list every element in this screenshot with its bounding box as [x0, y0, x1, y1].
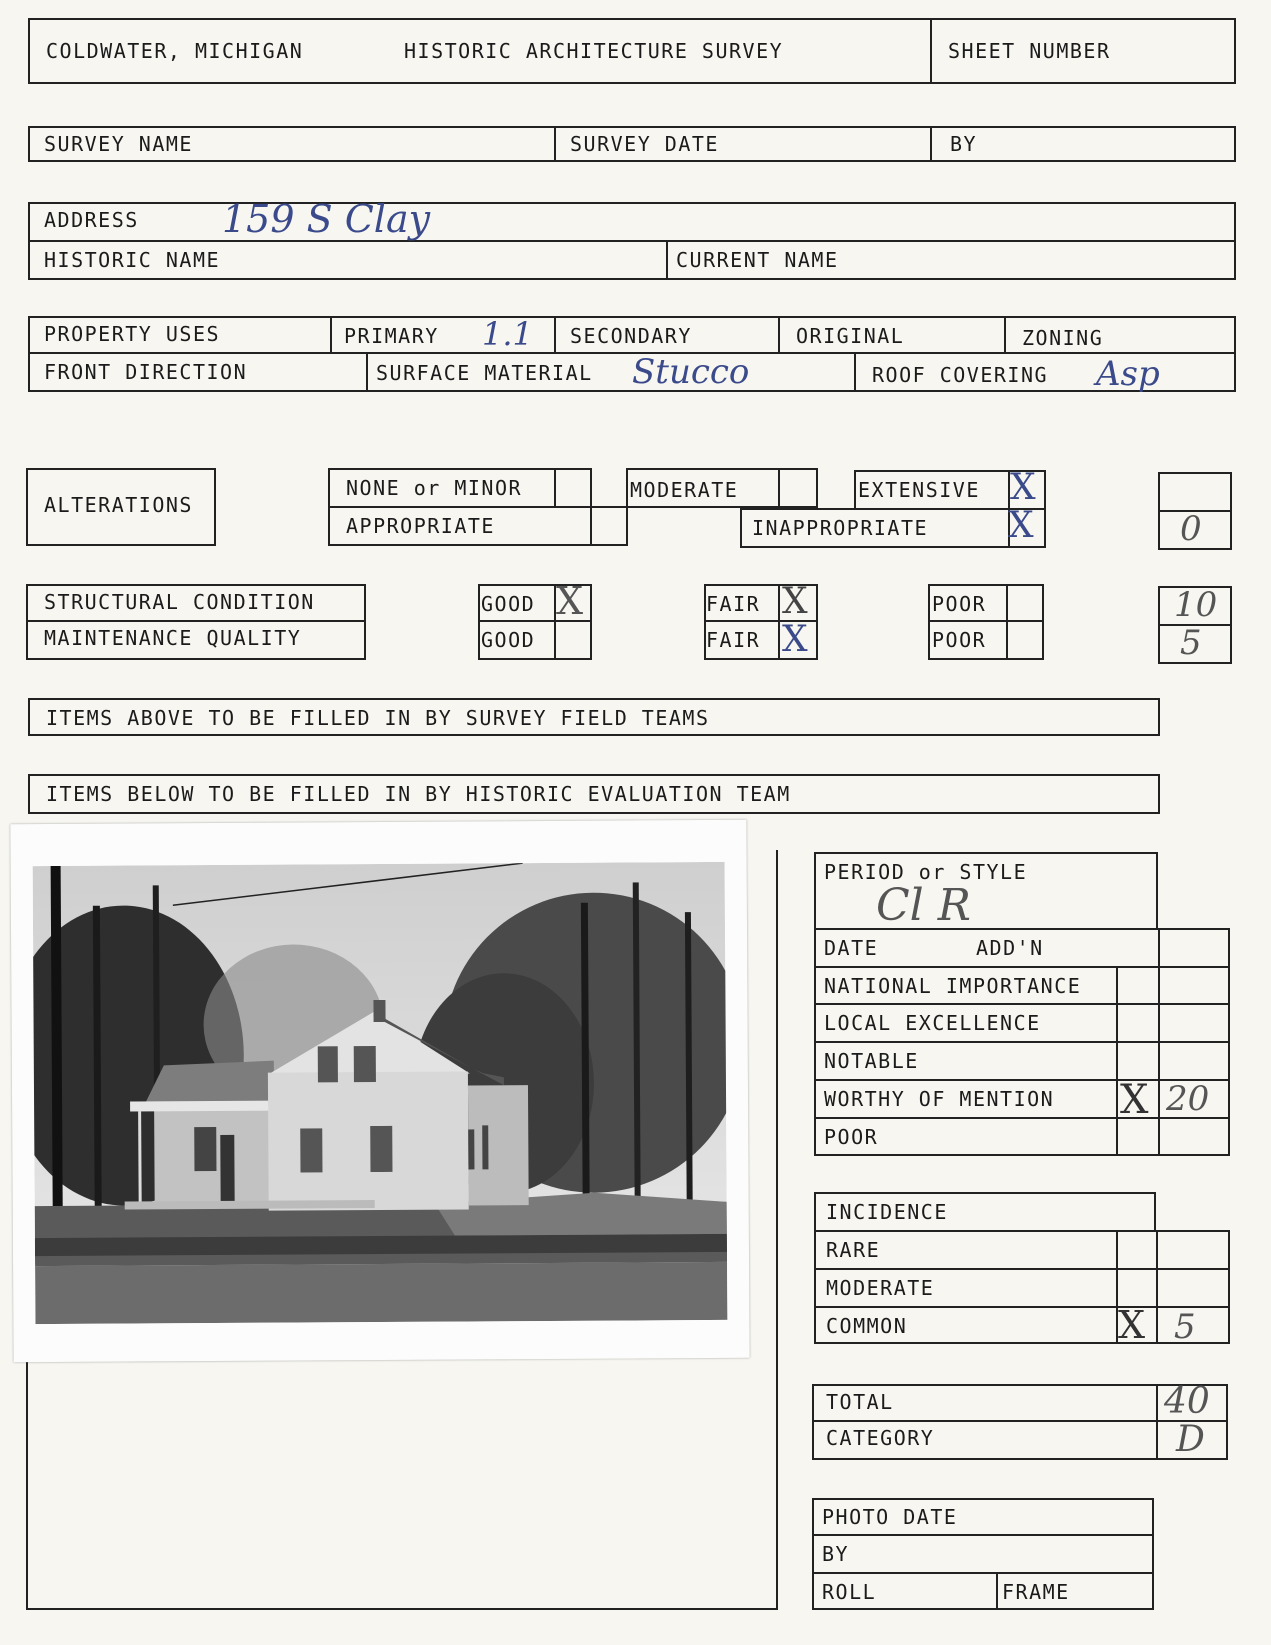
appropriate-check-divider	[590, 506, 592, 546]
structural-good-mark: X	[556, 579, 584, 623]
property-divider-4	[1004, 316, 1006, 352]
zoning-label: ZONING	[1022, 326, 1104, 350]
condition-label-divider	[26, 620, 366, 622]
structural-poor-label: POOR	[932, 592, 987, 616]
rare-label: RARE	[826, 1238, 881, 1262]
photo-by-label: BY	[822, 1542, 850, 1566]
survey-divider-1	[554, 126, 556, 162]
incidence-divider-1	[814, 1268, 1230, 1270]
eval-divider-2	[814, 1003, 1230, 1005]
alterations-score: 0	[1180, 509, 1202, 549]
primary-label: PRIMARY	[344, 324, 439, 348]
incidence-label: INCIDENCE	[826, 1200, 948, 1224]
inappropriate-label: INAPPROPRIATE	[752, 516, 929, 540]
photo-info-divider-2	[812, 1572, 1154, 1574]
property-divider-3	[778, 316, 780, 352]
extensive-mark: X	[1010, 467, 1036, 508]
house-photograph	[10, 820, 749, 1362]
secondary-label: SECONDARY	[570, 324, 692, 348]
survey-date-label: SURVEY DATE	[570, 132, 719, 156]
evaluation-poor-label: POOR	[824, 1125, 879, 1149]
addn-label: ADD'N	[976, 936, 1044, 960]
none-minor-check-divider	[554, 468, 556, 508]
eval-mark-divider	[1116, 966, 1118, 1156]
category-label: CATEGORY	[826, 1426, 935, 1450]
photo-date-label: PHOTO DATE	[822, 1505, 958, 1529]
header-title: HISTORIC ARCHITECTURE SURVEY	[404, 39, 784, 63]
worthy-of-mention-label: WORTHY OF MENTION	[824, 1087, 1055, 1111]
total-value: 40	[1164, 1381, 1210, 1422]
original-label: ORIGINAL	[796, 324, 905, 348]
incidence-score-divider	[1156, 1230, 1158, 1344]
period-style-value: Cl R	[876, 880, 971, 931]
header-city: COLDWATER, MICHIGAN	[46, 39, 304, 63]
total-label: TOTAL	[826, 1390, 894, 1414]
national-importance-label: NATIONAL IMPORTANCE	[824, 974, 1082, 998]
poor-row-divider	[928, 620, 1044, 622]
common-score: 5	[1174, 1307, 1196, 1347]
surface-material-value: Stucco	[632, 352, 750, 392]
worthy-score: 20	[1166, 1079, 1210, 1119]
property-divider-6	[854, 352, 856, 392]
structural-score: 10	[1174, 585, 1218, 625]
eval-divider-3	[814, 1041, 1230, 1043]
none-minor-label: NONE or MINOR	[346, 476, 523, 500]
moderate-incidence-label: MODERATE	[826, 1276, 935, 1300]
roll-label: ROLL	[822, 1580, 877, 1604]
photo-info-divider-1	[812, 1534, 1154, 1536]
eval-score-divider	[1158, 928, 1160, 1156]
property-divider-5	[366, 352, 368, 392]
notable-label: NOTABLE	[824, 1049, 919, 1073]
structural-good-label: GOOD	[481, 592, 536, 616]
structural-fair-label: FAIR	[706, 592, 761, 616]
address-row-divider	[28, 240, 1236, 242]
category-value: D	[1176, 1419, 1205, 1460]
totals-value-divider	[1156, 1384, 1158, 1460]
inappropriate-mark: X	[1008, 505, 1034, 546]
photo-area-right-border	[776, 850, 778, 1610]
eval-divider-1	[814, 966, 1230, 968]
header-divider	[930, 18, 932, 84]
photo-area-bottom-border	[26, 1608, 778, 1610]
property-uses-label: PROPERTY USES	[44, 322, 221, 346]
worthy-mark: X	[1120, 1077, 1149, 1123]
current-name-label: CURRENT NAME	[676, 248, 839, 272]
survey-by-label: BY	[950, 132, 978, 156]
structural-condition-label: STRUCTURAL CONDITION	[44, 590, 315, 614]
property-divider-2	[554, 316, 556, 352]
frame-label: FRAME	[1002, 1580, 1070, 1604]
maintenance-poor-label: POOR	[932, 628, 987, 652]
roof-covering-value: Asp	[1096, 354, 1160, 394]
property-divider-1	[330, 316, 332, 352]
appropriate-label: APPROPRIATE	[346, 514, 495, 538]
common-mark: X	[1118, 1303, 1146, 1347]
maintenance-score: 5	[1180, 623, 1202, 663]
front-direction-label: FRONT DIRECTION	[44, 360, 248, 384]
sheet-number-label: SHEET NUMBER	[948, 39, 1111, 63]
photo-area-left-border	[26, 1350, 28, 1610]
items-above-note: ITEMS ABOVE TO BE FILLED IN BY SURVEY FIELD TEAMS	[46, 706, 710, 730]
alterations-label: ALTERATIONS	[44, 493, 193, 517]
moderate-alteration-label: MODERATE	[630, 478, 739, 502]
structural-fair-mark: X	[782, 581, 808, 622]
maintenance-quality-label: MAINTENANCE QUALITY	[44, 626, 302, 650]
maintenance-fair-mark: X	[782, 619, 808, 660]
moderate-alteration-check-divider	[778, 468, 780, 508]
maintenance-fair-label: FAIR	[706, 628, 761, 652]
house-photo-image	[33, 862, 728, 1324]
period-style-label: PERIOD or STYLE	[824, 860, 1028, 884]
photo-info-frame-divider	[996, 1572, 998, 1610]
incidence-divider-2	[814, 1306, 1230, 1308]
fair-check-divider	[778, 584, 780, 660]
extensive-label: EXTENSIVE	[858, 478, 980, 502]
survey-divider-2	[930, 126, 932, 162]
poor-check-divider	[1006, 584, 1008, 660]
maintenance-good-label: GOOD	[481, 628, 536, 652]
current-name-divider	[666, 240, 668, 280]
roof-covering-label: ROOF COVERING	[872, 363, 1049, 387]
primary-value: 1.1	[482, 315, 533, 353]
items-below-note: ITEMS BELOW TO BE FILLED IN BY HISTORIC EVALUATION TEAM	[46, 782, 791, 806]
date-label: DATE	[824, 936, 879, 960]
common-label: COMMON	[826, 1314, 908, 1338]
address-label: ADDRESS	[44, 208, 139, 232]
local-excellence-label: LOCAL EXCELLENCE	[824, 1011, 1041, 1035]
address-value: 159 S Clay	[222, 197, 431, 241]
survey-name-label: SURVEY NAME	[44, 132, 193, 156]
historic-name-label: HISTORIC NAME	[44, 248, 221, 272]
surface-material-label: SURFACE MATERIAL	[376, 361, 593, 385]
